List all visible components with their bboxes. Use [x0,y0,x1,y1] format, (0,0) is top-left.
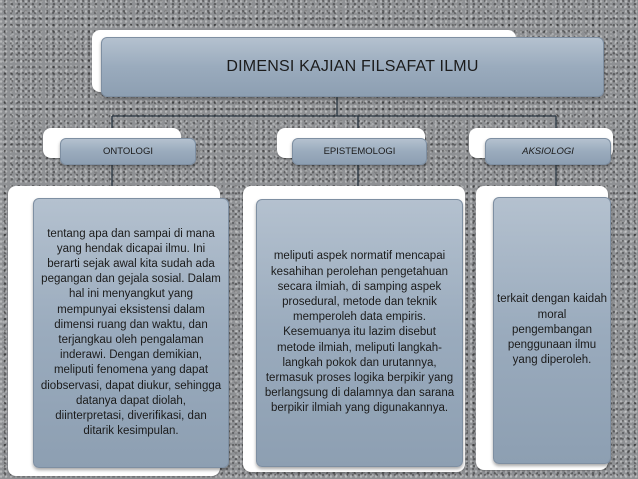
aksiologi-heading-box [485,138,611,165]
diagram-title: DIMENSI KAJIAN FILSAFAT ILMU [226,58,479,75]
ontologi-heading: ONTOLOGI [103,146,153,157]
epistemologi-description: meliputi aspek normatif mencapai kesahihan perolehan pengetahuan secara ilmiah, di samping aspek prosedural, metode dan teknik memperoleh data empiris. Kesemuanya itu lazim disebut metode ilmiah, meliputi langkah-langkah pokok dan urutannya, termasuk proses logika berpikir yang berlangsung di dalamnya dan sarana berpikir ilmiah yang digunakannya. [264,250,455,415]
aksiologi-body-box [493,197,611,464]
title-box [101,37,604,97]
epistemologi-heading: EPISTEMOLOGI [323,146,396,157]
ontologi-description: tentang apa dan sampai di mana yang hendak dicapai ilmu. Ini berarti sejak awal kita sudah ada pegangan dan gejala sosial. Dalam hal ini menyangkut yang mempunyai eksistensi dalam dimensi ruang dan waktu, dan terjangkau oleh pengalaman inderawi. Dengan demikian, meliputi fenomena yang dapat diobservasi, dapat diukur, sehingga datanya dapat diolah, diinterpretasi, diverifikasi, dan ditarik kesimpulan. [40,227,222,438]
ontologi-heading-box [60,138,196,165]
epistemologi-body-box [256,199,463,467]
ontologi-body-box [33,198,229,468]
aksiologi-description: terkait dengan kaidah moral pengembangan penggunaan ilmu yang diperoleh. [497,293,607,367]
aksiologi-heading: AKSIOLOGI [522,146,574,157]
epistemologi-heading-box [292,138,427,165]
